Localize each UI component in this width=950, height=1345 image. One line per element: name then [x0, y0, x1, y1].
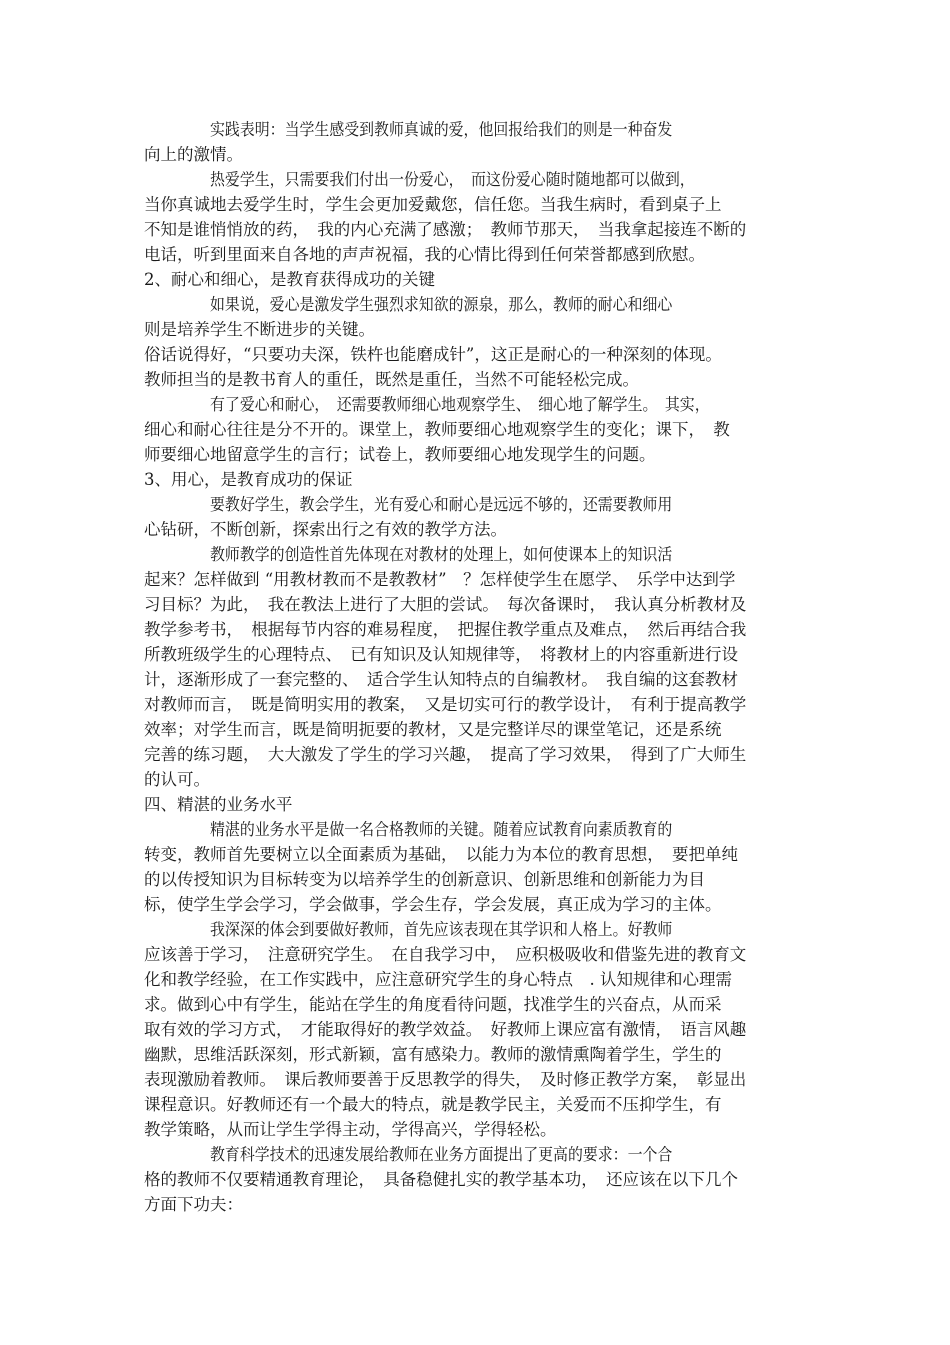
paragraph-line: 习目标？为此， 我在教法上进行了大胆的尝试。 每次备课时， 我认真分析教材及: [144, 595, 747, 614]
paragraph-line: 有了爱心和耐心， 还需要教师细心地观察学生、 细心地了解学生。 其实，: [210, 395, 710, 414]
paragraph-line: 课程意识。好教师还有一个最大的特点，就是教学民主，关爱而不压抑学生，有: [144, 1095, 722, 1114]
paragraph-line: 当你真诚地去爱学生时，学生会更加爱戴您，信任您。当我生病时，看到桌子上: [144, 195, 722, 214]
paragraph-line: 起来？怎样做到 “用教材教而不是教教材” ？怎样使学生在愿学、 乐学中达到学: [144, 570, 736, 589]
paragraph-line: 取有效的学习方式， 才能取得好的教学效益。 好教师上课应富有激情， 语言风趣: [144, 1020, 747, 1039]
paragraph-line: 完善的练习题， 大大激发了学生的学习兴趣， 提高了学习效果， 得到了广大师生: [144, 745, 747, 764]
paragraph-line: 格的教师不仅要精通教育理论， 具备稳健扎实的教学基本功， 还应该在以下几个: [144, 1170, 738, 1189]
paragraph-line: 表现激励着教师。 课后教师要善于反思教学的得失， 及时修正教学方案， 彰显出: [144, 1070, 747, 1089]
paragraph-line: 对教师而言， 既是简明实用的教案， 又是切实可行的教学设计， 有利于提高教学: [144, 695, 747, 714]
paragraph-line: 热爱学生，只需要我们付出一份爱心， 而这份爱心随时随地都可以做到，: [210, 170, 695, 189]
section-heading: 四、精湛的业务水平: [144, 795, 293, 814]
paragraph-line: 向上的激情。: [144, 145, 243, 164]
paragraph-line: 教学策略，从而让学生学得主动，学得高兴，学得轻松。: [144, 1120, 557, 1139]
paragraph-line: 电话，听到里面来自各地的声声祝福，我的心情比得到任何荣誉都感到欣慰。: [144, 245, 705, 264]
paragraph-line: 的以传授知识为目标转变为以培养学生的创新意识、创新思维和创新能力为目: [144, 870, 705, 889]
paragraph-line: 教师担当的是教书育人的重任，既然是重任，当然不可能轻松完成。: [144, 370, 639, 389]
paragraph-line: 应该善于学习， 注意研究学生。 在自我学习中， 应积极吸收和借鉴先进的教育文: [144, 945, 747, 964]
paragraph-line: 我深深的体会到要做好教师，首先应该表现在其学识和人格上。好教师: [210, 920, 673, 939]
paragraph-line: 的认可。: [144, 770, 210, 789]
section-heading: 2、耐心和细心，是教育获得成功的关键: [144, 270, 435, 289]
paragraph-line: 方面下功夫：: [144, 1195, 243, 1214]
paragraph-line: 标，使学生学会学习，学会做事，学会生存，学会发展，真正成为学习的主体。: [144, 895, 722, 914]
paragraph-line: 教师教学的创造性首先体现在对教材的处理上，如何使课本上的知识活: [210, 545, 673, 564]
paragraph-line: 计，逐渐形成了一套完整的、 适合学生认知特点的自编教材。 我自编的这套教材: [144, 670, 738, 689]
paragraph-line: 心钻研，不断创新，探索出行之有效的教学方法。: [144, 520, 507, 539]
paragraph-line: 教育科学技术的迅速发展给教师在业务方面提出了更高的要求：一个合: [210, 1145, 673, 1164]
paragraph-line: 如果说，爱心是激发学生强烈求知欲的源泉，那么，教师的耐心和细心: [210, 295, 673, 314]
paragraph-line: 化和教学经验，在工作实践中，应注意研究学生的身心特点 . 认知规律和心理需: [144, 970, 732, 989]
paragraph-line: 不知是谁悄悄放的药， 我的内心充满了感激； 教师节那天， 当我拿起接连不断的: [144, 220, 747, 239]
paragraph-line: 效率；对学生而言，既是简明扼要的教材，又是完整详尽的课堂笔记，还是系统: [144, 720, 722, 739]
paragraph-line: 师要细心地留意学生的言行；试卷上，教师要细心地发现学生的问题。: [144, 445, 656, 464]
section-heading: 3、用心，是教育成功的保证: [144, 470, 353, 489]
paragraph-line: 求。做到心中有学生，能站在学生的角度看待问题，找准学生的兴奋点，从而采: [144, 995, 722, 1014]
paragraph-line: 细心和耐心往往是分不开的。课堂上，教师要细心地观察学生的变化；课下， 教: [144, 420, 730, 439]
paragraph-line: 则是培养学生不断进步的关键。: [144, 320, 375, 339]
paragraph-line: 实践表明：当学生感受到教师真诚的爱，他回报给我们的则是一种奋发: [210, 120, 673, 139]
paragraph-line: 俗话说得好，“只要功夫深，铁杵也能磨成针”，这正是耐心的一种深刻的体现。: [144, 345, 722, 364]
paragraph-line: 教学参考书， 根据每节内容的难易程度， 把握住教学重点及难点， 然后再结合我: [144, 620, 747, 639]
paragraph-line: 转变，教师首先要树立以全面素质为基础， 以能力为本位的教育思想， 要把单纯: [144, 845, 738, 864]
paragraph-line: 精湛的业务水平是做一名合格教师的关键。随着应试教育向素质教育的: [210, 820, 673, 839]
paragraph-line: 所教班级学生的心理特点、 已有知识及认知规律等， 将教材上的内容重新进行设: [144, 645, 738, 664]
paragraph-line: 要教好学生，教会学生，光有爱心和耐心是远远不够的，还需要教师用: [210, 495, 673, 514]
paragraph-line: 幽默，思维活跃深刻，形式新颖，富有感染力。教师的激情熏陶着学生，学生的: [144, 1045, 722, 1064]
